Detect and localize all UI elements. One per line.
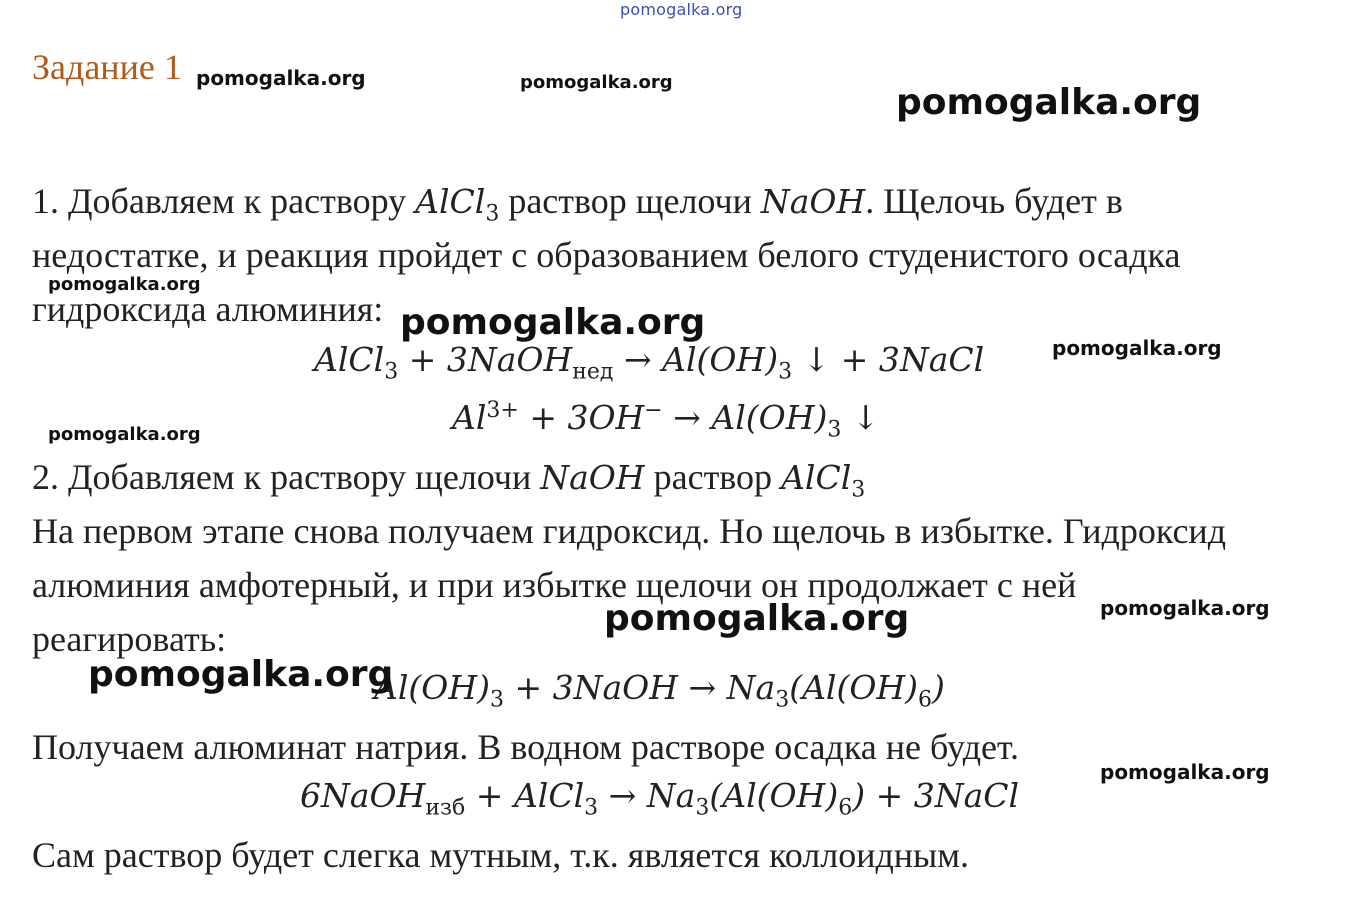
equation-1: AlCl$_3$ + 3NaOH$_{нед}$ → $Al(OH)_3$ ↓ + 3NaCl: [314, 340, 985, 385]
watermark: pomogalka.org: [896, 82, 1202, 123]
watermark: pomogalka.org: [520, 72, 673, 93]
para2-line1: 2. Добавляем к раствору щелочи NaOH раствор AlCl$_3$: [32, 457, 866, 503]
watermark: pomogalka.org: [604, 598, 910, 639]
task-heading: Задание 1: [32, 47, 182, 87]
watermark: pomogalka.org: [88, 654, 394, 695]
formula-alcl3-2: AlCl$_3$: [781, 458, 866, 503]
watermark: pomogalka.org: [1100, 760, 1270, 784]
para3: Получаем алюминат натрия. В водном растворе осадка не будет.: [32, 727, 1020, 767]
watermark: pomogalka.org: [400, 302, 706, 343]
para2-line4: реагировать:: [32, 619, 227, 659]
watermark-top: pomogalka.org: [620, 0, 743, 19]
para4: Сам раствор будет слегка мутным, т.к. является коллоидным.: [32, 835, 970, 875]
para1-middle: раствор щелочи: [499, 181, 761, 221]
watermark: pomogalka.org: [1100, 596, 1270, 620]
watermark: pomogalka.org: [48, 424, 201, 445]
watermark: pomogalka.org: [196, 66, 366, 90]
formula-naoh: NaOH: [760, 182, 866, 221]
watermark: pomogalka.org: [48, 274, 201, 295]
formula-alcl3: AlCl$_3$: [415, 182, 500, 227]
para1-prefix: 1. Добавляем к раствору: [32, 181, 416, 221]
formula-naoh-2: NaOH: [540, 458, 645, 497]
para2-line2: На первом этапе снова получаем гидроксид. Но щелочь в избытке. Гидроксид: [32, 511, 1227, 551]
equation-2: $Al^{3+} + 3OH^- \to Al(OH)_3$ ↓: [452, 398, 880, 443]
watermark: pomogalka.org: [1052, 336, 1222, 360]
para1-suffix: . Щелочь будет в: [865, 181, 1123, 221]
para1-line2: недостатке, и реакция пройдет с образованием белого студенистого осадка: [32, 235, 1181, 275]
para1-line3: гидроксида алюминия:: [32, 289, 384, 329]
equation-4: 6NaOH$_{изб}$ + AlCl$_3$ → $Na_3(Al(OH)_6)$ + 3NaCl: [300, 776, 1020, 821]
para2-line3: алюминия амфотерный, и при избытке щелочи он продолжает с ней: [32, 565, 1077, 605]
equation-3: $Al(OH)_3$ + 3NaOH → $Na_3(Al(OH)_6)$: [374, 668, 945, 713]
